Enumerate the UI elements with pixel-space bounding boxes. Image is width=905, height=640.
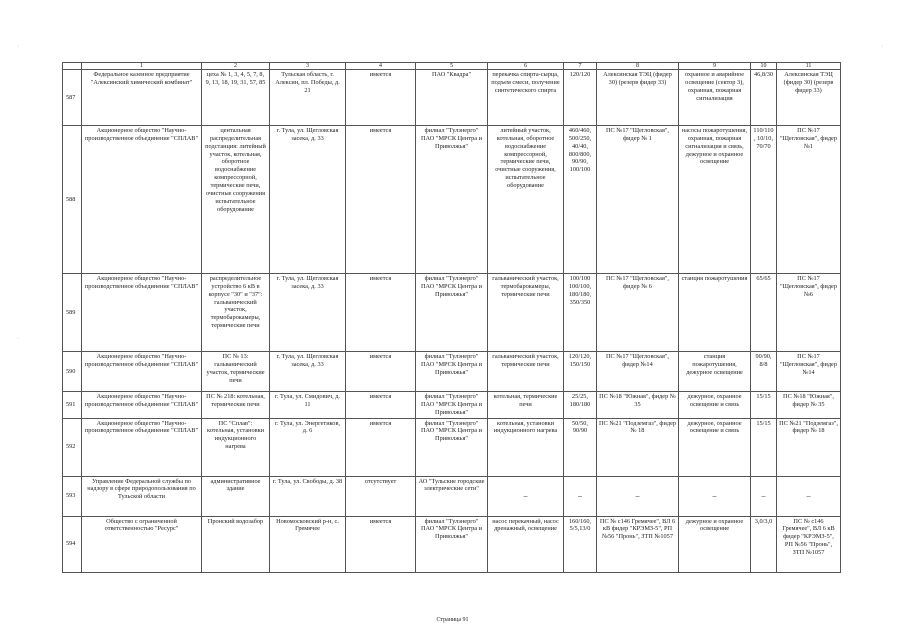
table-cell: Акционерное общество "Научно-производственное объединение "СПЛАВ"	[82, 352, 202, 392]
table-cell: 160/160, 5/5,13/0	[564, 516, 597, 572]
table-cell: гальванический участок, термические печи	[488, 352, 564, 392]
table-cell: ПС № 218: котельная, термические печи	[202, 392, 270, 419]
table-cell: –	[488, 476, 564, 516]
scan-mark: ·	[17, 336, 19, 342]
header-row	[63, 63, 841, 70]
table-cell: имеется	[346, 392, 416, 419]
table-cell: котельная, установки индукционного нагрева	[488, 418, 564, 476]
table-cell: 50/50, 90/90	[564, 418, 597, 476]
table-cell: литейный участок, котельная, оборотное водоснабжение компрессорной, термические печи, очистные сооружения, испытательное оборудование	[488, 126, 564, 274]
header-cell: 3	[270, 63, 346, 70]
table-cell: Акционерное общество "Научно-производственное объединение "СПЛАВ"	[82, 392, 202, 419]
table-cell: станция пожаротушения, дежурное освещение	[679, 352, 751, 392]
scan-mark: ·	[17, 44, 19, 50]
header-cell: 11	[777, 63, 841, 70]
table-row	[63, 70, 841, 126]
header-cell: 1	[82, 63, 202, 70]
table-cell: ПС №17 "Щегловская", фидер №1	[777, 126, 841, 274]
table-cell: Акционерное общество "Научно-производственное объединение "СПЛАВ"	[82, 418, 202, 476]
table-row	[63, 126, 841, 274]
table-cell: ПС №18 "Южная", фидер № 35	[777, 392, 841, 419]
table-cell: 65/65	[751, 274, 777, 352]
table-cell: имеется	[346, 70, 416, 126]
table-cell: –	[564, 476, 597, 516]
scan-mark: ·	[881, 44, 883, 50]
table-cell: имеется	[346, 418, 416, 476]
table-row	[63, 516, 841, 572]
table-cell: 100/100 100/100, 180/180, 350/350	[564, 274, 597, 352]
table-cell: Тульская область, г. Алексин, пл. Победы, д. 21	[270, 70, 346, 126]
table-cell: ПС №17 "Щегловская", фидер №6	[777, 274, 841, 352]
table-cell: –	[597, 476, 679, 516]
table-cell: 46,8/30	[751, 70, 777, 126]
table-cell: г. Тула, ул. Щегловская засека, д. 33	[270, 352, 346, 392]
table-cell: ПС "Сплав": котельная, установки индукционного нагрева	[202, 418, 270, 476]
header-cell: 2	[202, 63, 270, 70]
table-cell: имеется	[346, 274, 416, 352]
table-cell: охранное и аварийное освещение (сектор 3), охранная, пожарная сигнализация	[679, 70, 751, 126]
header-cell: 9	[679, 63, 751, 70]
row-number: 594	[63, 516, 82, 572]
table-cell: филиал "Тулэнерго" ПАО "МРСК Центра и Приволжья"	[416, 516, 488, 572]
table-row	[63, 274, 841, 352]
table-cell: ПС №21 "Подземгаз", фидер № 18	[777, 418, 841, 476]
table-cell: 120/120	[564, 70, 597, 126]
table-cell: Пронский водозабор	[202, 516, 270, 572]
table-cell: центальная распределительная подстанция: литейный участок, котельная, оборотное водоснабжение компрессорной, термические печи, очистные сооружения испытательное оборудование	[202, 126, 270, 274]
table-cell: Акционерное общество "Научно-производственное объединение "СПЛАВ"	[82, 126, 202, 274]
table-cell: Общество с ограниченной ответственностью "Ресурс"	[82, 516, 202, 572]
table-cell: –	[679, 476, 751, 516]
table-cell: 120/120, 150/150	[564, 352, 597, 392]
table-cell: ПС №17 "Щегловская", фидер № 1	[597, 126, 679, 274]
table-cell: 110/110, 10/10, 70/70	[751, 126, 777, 274]
table-cell: 25/25, 180/180	[564, 392, 597, 419]
table-cell: г. Тула, ул. Свободы, д. 38	[270, 476, 346, 516]
table-cell: –	[751, 476, 777, 516]
table-cell: распределительное устройство 6 кВ в корпусе "30" и "37": гальванический участок, термобарокамеры, термические печи	[202, 274, 270, 352]
row-number: 590	[63, 352, 82, 392]
table-cell: ПС №17 "Щегловская", фидер № 6	[597, 274, 679, 352]
table-cell: филиал "Тулэнерго" ПАО "МРСК Центра и Приволжья"	[416, 392, 488, 419]
table-cell: ПС № 13: гальванический участок, термические печи	[202, 352, 270, 392]
data-table	[62, 62, 841, 573]
table-cell: ПС №21 "Подземгаз", фидер № 18	[597, 418, 679, 476]
table-cell: ПС № с146 Гремячее", ВЛ 6 кВ фидер "КРЭМЗ-5", РП №56 "Пронь", ЗТП №1057	[777, 516, 841, 572]
table-cell: ПАО "Квадра"	[416, 70, 488, 126]
table-cell: цеха № 1, 3, 4, 5, 7, 8, 9, 13, 18, 19, 31, 57, 85	[202, 70, 270, 126]
header-cell: 7	[564, 63, 597, 70]
table-cell: 90/90, 8/8	[751, 352, 777, 392]
row-number: 591	[63, 392, 82, 419]
table-cell: станция пожаротушения	[679, 274, 751, 352]
table-cell: филиал "Тулэнерго" ПАО "МРСК Центра и Приволжья"	[416, 126, 488, 274]
table-cell: 15/15	[751, 392, 777, 419]
page-number: Страница 91	[436, 617, 469, 623]
table-cell: 15/15	[751, 418, 777, 476]
table-cell: филиал "Тулэнерго" ПАО "МРСК Центра и Приволжья"	[416, 274, 488, 352]
table-row	[63, 392, 841, 419]
table-cell: дежурное, охранное освещение и связь	[679, 418, 751, 476]
header-cell: 6	[488, 63, 564, 70]
table-cell: г. Тула, ул. Щегловская засека, д. 33	[270, 274, 346, 352]
table-row	[63, 418, 841, 476]
table-row	[63, 476, 841, 516]
table-cell: 460/460, 500/250, 40/40, 800/800, 90/90, 100/100	[564, 126, 597, 274]
table-cell: филиал "Тулэнерго" ПАО "МРСК Центра и Приволжья"	[416, 418, 488, 476]
table-cell: отсутствует	[346, 476, 416, 516]
header-cell: 4	[346, 63, 416, 70]
header-cell: 10	[751, 63, 777, 70]
table-row	[63, 352, 841, 392]
table-cell: Алексинская ТЭЦ (фидер 30) (резерв фидер 33)	[777, 70, 841, 126]
table-cell: насос перекачный, насос дренажный, освещение	[488, 516, 564, 572]
table-cell: 3,0/3,0	[751, 516, 777, 572]
table-cell: дежурное, охранное освещение и связь	[679, 392, 751, 419]
header-cell: 8	[597, 63, 679, 70]
table-cell: имеется	[346, 126, 416, 274]
table-cell: Акционерное общество "Научно-производственное объединение "СПЛАВ"	[82, 274, 202, 352]
table-cell: г. Тула, ул. Энергетиков, д. 6	[270, 418, 346, 476]
table-cell: ПС № с146 Гремячее", ВЛ 6 кВ фидер "КРЭМЗ-5", РП №56 "Пронь", ЗТП №1057	[597, 516, 679, 572]
table-cell: АО "Тульские городские электрические сети"	[416, 476, 488, 516]
table-cell: Федеральное казенное предприятие "Алексинский химический комбинат"	[82, 70, 202, 126]
table-cell: Алексинская ТЭЦ (фидер 30) (резерв фидер 33)	[597, 70, 679, 126]
table-cell: филиал "Тулэнерго" ПАО "МРСК Центра и Приволжья"	[416, 352, 488, 392]
table-cell: гальванический участок, термобарокамеры, термические печи	[488, 274, 564, 352]
table-cell: ПС №17 "Щегловская", фидер №14	[597, 352, 679, 392]
row-number: 588	[63, 126, 82, 274]
table-cell: котельная, термические печи	[488, 392, 564, 419]
header-cell-blank	[63, 63, 82, 70]
table-cell: ПС №18 "Южная", фидер № 35	[597, 392, 679, 419]
table-cell: Управление Федеральной службы по надзору в сфере природопользования по Тульской области	[82, 476, 202, 516]
row-number: 589	[63, 274, 82, 352]
table-cell: г. Тула, ул. Смидович, д. 11	[270, 392, 346, 419]
table-cell: –	[777, 476, 841, 516]
table-cell: имеется	[346, 352, 416, 392]
table-cell: дежурное и охранное освещение	[679, 516, 751, 572]
table-cell: административное здание	[202, 476, 270, 516]
row-number: 593	[63, 476, 82, 516]
table-cell: г. Тула, ул. Щегловская засека, д. 33	[270, 126, 346, 274]
table-cell: перекачка спирта-сырца, подъем смеси, получение синтетического спирта	[488, 70, 564, 126]
row-number: 587	[63, 70, 82, 126]
row-number: 592	[63, 418, 82, 476]
table-cell: ПС №17 "Щегловская", фидер №14	[777, 352, 841, 392]
table-cell: имеется	[346, 516, 416, 572]
table-cell: насосы пожаротушения, охранная, пожарная сигнализация и связь, дежурное и охранное освещение	[679, 126, 751, 274]
table-cell: Новомосковский р-н, с. Гремячее	[270, 516, 346, 572]
header-cell: 5	[416, 63, 488, 70]
